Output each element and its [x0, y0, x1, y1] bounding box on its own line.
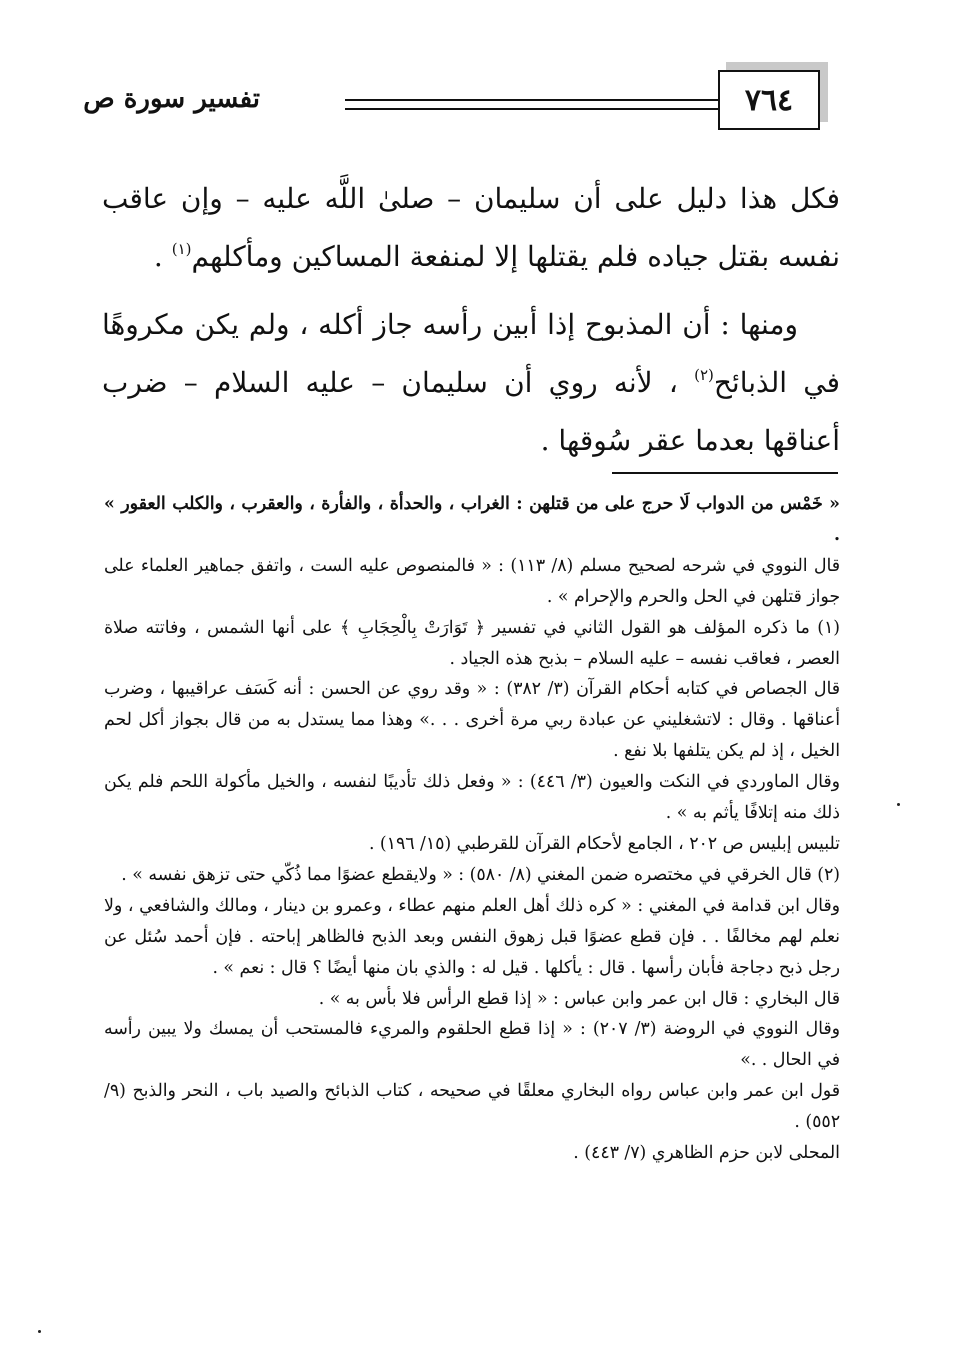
paragraph-1-end: . — [153, 240, 172, 273]
footnote-line: قال البخاري : قال ابن عمر وابن عباس : « إذا قطع الرأس فلا بأس به » . — [318, 988, 840, 1009]
scan-speck — [38, 1330, 41, 1333]
paragraph-2-text: ومنها : أن المذبوح إذا أبين رأسه جاز أكله ، ولم يكن مكروهًا في الذبائح — [102, 308, 840, 399]
page-number-text: ٧٦٤ — [744, 82, 794, 118]
footnote-line: تلبيس إبليس ص ٢٠٢ ، الجامع لأحكام القرآن للقرطبي (١٥/ ١٩٦) . — [368, 833, 840, 854]
main-text — [102, 170, 840, 480]
scan-speck — [897, 803, 900, 806]
footnote-separator — [612, 472, 838, 474]
footnote-line: وقال النووي في الروضة (٣/ ٢٠٧) : « إذا قطع الحلقوم والمريء فالمستحب أن يمسك ولا يبين رأسه في الحال . .» — [104, 1019, 840, 1071]
footnote-line: قال النووي في شرحه لصحيح مسلم (٨/ ١١٣) : « فالمنصوص عليه الست ، واتفق جماهير العلماء على جواز قتلهن في الحل والحرم والإحرام » . — [104, 555, 840, 607]
footnotes — [104, 489, 840, 1169]
footnote-1: (١) ما ذكره المؤلف هو القول الثاني في تفسير ﴿ تَوَارَتْ بِالْحِجَابِ ﴾ على أنها الشمس ، وفاتته صلاة العصر ، فعاقب نفسه – عليه السلام – بذبح هذه الجياد . — [104, 617, 840, 669]
header-double-rule — [345, 99, 718, 110]
running-title: تفسير سورة ص — [83, 84, 260, 114]
page-number — [718, 70, 820, 130]
paragraph-1 — [102, 170, 840, 286]
paragraph-1-text: فكل هذا دليل على أن سليمان – صلىٰ اللَّه عليه – وإن عاقب نفسه بقتل جياده فلم يقتلها إلا لمنفعة المساكين ومأكلهم — [102, 182, 840, 273]
footnote-2: (٢) قال الخرقي في مختصره ضمن المغني (٨/ ٥٨٠) : « ولايقطع عضوًا مما ذُكّي حتى تزهق نفسه » . — [121, 864, 840, 885]
footnote-line: المحلى لابن حزم الظاهري (٧/ ٤٤٣) . — [573, 1143, 840, 1164]
footnote-line: وقال ابن قدامة في المغني : « كره ذلك أهل العلم منهم عطاء ، وعمرو بن دينار ، ومالك والشافعي ، ولا نعلم لهم مخالفًا . . فإن قطع عضوًا قبل زهوق النفس وبعد الذبح فالظاهر إباحته . فإن أحمد سُئل عن رجل ذبح دجاجة فأبان رأسها . قال : يأكلها . قيل له : والذي بان منها أيضًا ؟ قال : نعم » . — [104, 895, 840, 978]
footnote-line: « خَمْس من الدواب لَا حرج على من قتلهن : الغراب ، والحدأة ، والفأرة ، والعقرب ، والكلب العقور » . — [104, 494, 840, 545]
paragraph-2-end: ، لأنه روي أن سليمان – عليه السلام – ضرب أعناقها بعدما عقر سُوقها . — [102, 366, 840, 457]
footnote-ref-2: (٢) — [694, 366, 714, 384]
paragraph-2 — [102, 296, 840, 470]
footnote-line: وقال الماوردي في النكت والعيون (٣/ ٤٤٦) : « وفعل ذلك تأديبًا لنفسه ، والخيل مأكولة اللحم فلم يكن ذلك منه إتلافًا يأثم به » . — [104, 772, 840, 824]
footnote-line: قول ابن عمر وابن عباس رواه البخاري معلقًا في صحيحه ، كتاب الذبائح والصيد باب ، النحر والذبح (٩/ ٥٥٢) . — [104, 1081, 840, 1133]
footnote-ref-1: (١) — [171, 240, 192, 258]
footnote-line: قال الجصاص في كتابه أحكام القرآن (٣/ ٣٨٢) : « وقد روي عن الحسن : أنه كَسَف عراقيبها ، وضرب أعناقها . وقال : لاتشغليني عن عبادة ربي مرة أخرى . . .» وهذا مما يستدل به من قال بجواز أكل لحم الخيل ، إذ لم يكن يتلفها بلا نفع . — [104, 679, 840, 762]
